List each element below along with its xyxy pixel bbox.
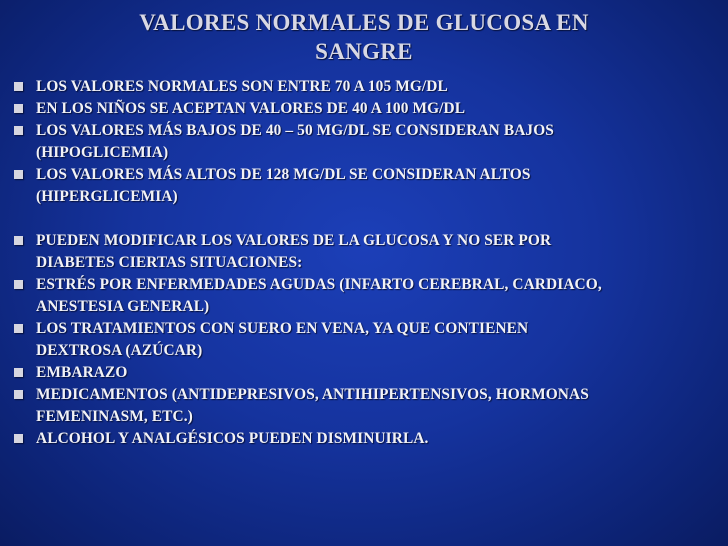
bullet-text-line-1: ESTRÉS POR ENFERMEDADES AGUDAS (INFARTO CEREBRAL, CARDIACO, [36, 276, 602, 293]
bullet-item [14, 428, 714, 450]
square-bullet-icon [14, 390, 23, 399]
bullet-text-line-2: (HIPERGLICEMIA) [36, 188, 178, 205]
bullet-text-line-1: EMBARAZO [36, 364, 128, 381]
bullet-text-line-1: PUEDEN MODIFICAR LOS VALORES DE LA GLUCOSA Y NO SER POR [36, 232, 552, 249]
slide-title [0, 8, 728, 66]
square-bullet-icon [14, 170, 23, 179]
bullet-item [14, 230, 714, 274]
square-bullet-icon [14, 236, 23, 245]
bullet-list [14, 76, 714, 450]
bullet-text-line-1: LOS VALORES MÁS ALTOS DE 128 MG/DL SE CONSIDERAN ALTOS [36, 166, 531, 183]
bullet-text-line-2: (HIPOGLICEMIA) [36, 144, 169, 161]
bullet-item [14, 384, 714, 428]
bullet-text-line-1: ALCOHOL Y ANALGÉSICOS PUEDEN DISMINUIRLA. [36, 430, 429, 447]
bullet-text-line-1: LOS VALORES MÁS BAJOS DE 40 – 50 MG/DL SE CONSIDERAN BAJOS [36, 122, 554, 139]
square-bullet-icon [14, 104, 23, 113]
bullet-text-line-2: FEMENINASM, ETC.) [36, 408, 193, 425]
bullet-item [14, 318, 714, 362]
bullet-item [14, 76, 714, 98]
square-bullet-icon [14, 324, 23, 333]
slide-title-line-2: SANGRE [315, 39, 413, 64]
bullet-text-line-2: ANESTESIA GENERAL) [36, 298, 210, 315]
bullet-text-line-1: LOS TRATAMIENTOS CON SUERO EN VENA, YA QUE CONTIENEN [36, 320, 529, 337]
bullet-text-line-1: EN LOS NIÑOS SE ACEPTAN VALORES DE 40 A 100 MG/DL [36, 100, 466, 117]
bullet-spacer [14, 208, 714, 230]
square-bullet-icon [14, 126, 23, 135]
bullet-item [14, 274, 714, 318]
bullet-text-line-1: LOS VALORES NORMALES SON ENTRE 70 A 105 MG/DL [36, 78, 448, 95]
bullet-item [14, 362, 714, 384]
square-bullet-icon [14, 368, 23, 377]
bullet-item [14, 98, 714, 120]
bullet-item [14, 164, 714, 208]
bullet-text-line-2: DIABETES CIERTAS SITUACIONES: [36, 254, 303, 271]
slide-title-line-1: VALORES NORMALES DE GLUCOSA EN [139, 10, 589, 35]
square-bullet-icon [14, 280, 23, 289]
square-bullet-icon [14, 434, 23, 443]
bullet-text-line-2: DEXTROSA (AZÚCAR) [36, 342, 203, 359]
square-bullet-icon [14, 82, 23, 91]
bullet-item [14, 120, 714, 164]
bullet-text-line-1: MEDICAMENTOS (ANTIDEPRESIVOS, ANTIHIPERTENSIVOS, HORMONAS [36, 386, 589, 403]
